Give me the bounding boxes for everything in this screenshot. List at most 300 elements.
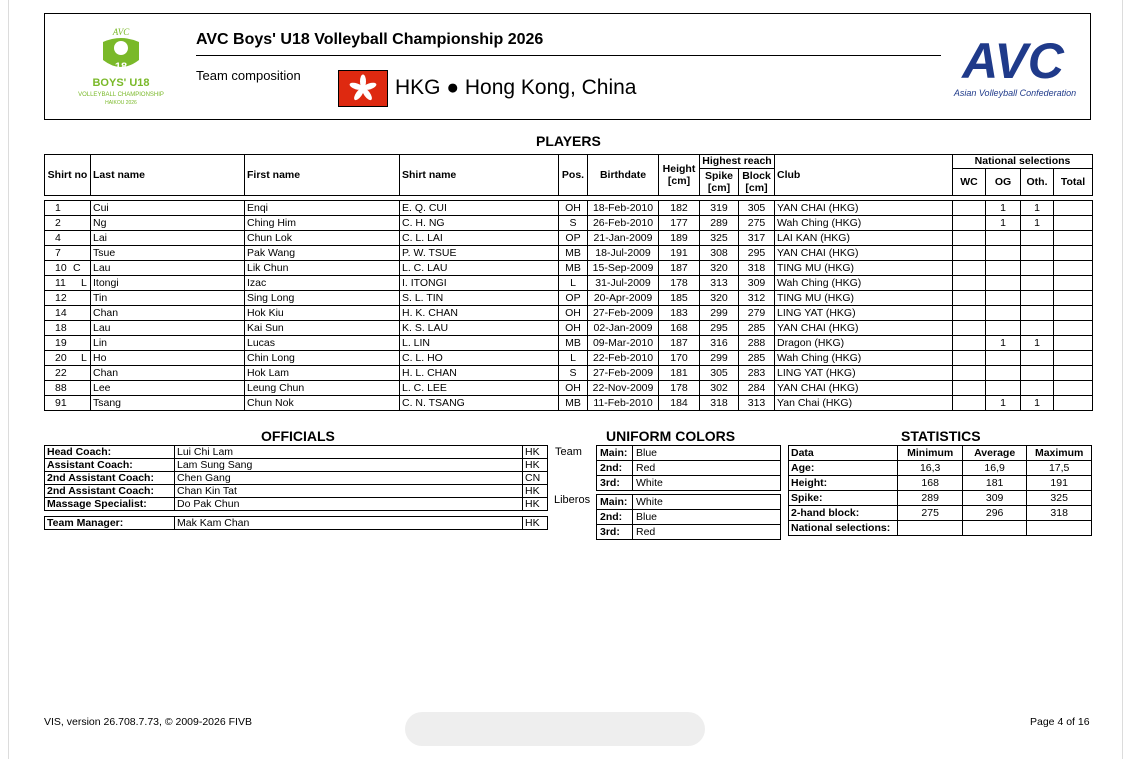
player-shirt: K. S. LAU [400,321,559,336]
player-og [986,231,1021,246]
team-uniform-label: Team [555,446,582,458]
player-shirt: H. L. CHAN [400,366,559,381]
stats-max: 17,5 [1027,461,1092,476]
player-height: 191 [659,246,700,261]
document-subtitle: Team composition [196,68,301,83]
stats-min: 16,3 [898,461,963,476]
player-height: 178 [659,276,700,291]
player-block: 313 [739,396,775,411]
statistics-row [789,491,1092,506]
player-birth: 09-Mar-2010 [588,336,659,351]
team-uniform-row [597,461,781,476]
official-nationality: HK [523,446,548,459]
player-first: Izac [245,276,400,291]
player-oth: 1 [1021,201,1054,216]
player-club: YAN CHAI (HKG) [775,201,953,216]
player-first: Pak Wang [245,246,400,261]
player-first: Hok Lam [245,366,400,381]
player-spike: 318 [700,396,739,411]
player-last: Tsue [91,246,245,261]
shirt-number: 11 [55,276,66,289]
player-shirt: L. C. LEE [400,381,559,396]
player-oth [1021,291,1054,306]
player-spike: 302 [700,381,739,396]
header-total: Total [1054,169,1093,196]
header-spike: Spike [cm] [700,169,739,196]
header-shirt-name: Shirt name [400,155,559,196]
official-role: Massage Specialist: [45,498,175,511]
stats-max: 325 [1027,491,1092,506]
player-block: 305 [739,201,775,216]
officials-table [44,445,548,530]
player-og [986,351,1021,366]
stats-k: 2-hand block: [789,506,898,521]
stats-k: National selections: [789,521,898,536]
statistics-header-row [789,446,1092,461]
player-og: 1 [986,216,1021,231]
header-block: Block [cm] [739,169,775,196]
player-first: Ching Him [245,216,400,231]
players-table [44,154,1093,411]
player-height: 182 [659,201,700,216]
shirt-number: 91 [55,396,67,409]
player-birth: 02-Jan-2009 [588,321,659,336]
player-wc [953,381,986,396]
shirt-number: 4 [55,231,61,244]
header-highest-reach: Highest reach [700,155,775,169]
player-oth [1021,231,1054,246]
player-club: YAN CHAI (HKG) [775,246,953,261]
official-row [45,498,548,511]
player-spike: 289 [700,216,739,231]
player-club: TING MU (HKG) [775,291,953,306]
uniform-slot: 3rd: [597,525,633,540]
player-total [1054,216,1093,231]
player-shirt: E. Q. CUI [400,201,559,216]
player-club: LING YAT (HKG) [775,306,953,321]
player-total [1054,381,1093,396]
stats-avg: 181 [962,476,1026,491]
player-shirt: C. N. TSANG [400,396,559,411]
player-row [45,231,1093,246]
svg-text:VOLLEYBALL CHAMPIONSHIP: VOLLEYBALL CHAMPIONSHIP [78,92,164,98]
libero-uniform-row [597,495,781,510]
stats-min: 289 [898,491,963,506]
player-last: Lai [91,231,245,246]
player-row [45,216,1093,231]
player-wc [953,351,986,366]
player-birth: 31-Jul-2009 [588,276,659,291]
player-first: Chun Nok [245,396,400,411]
player-total [1054,231,1093,246]
uniform-slot: 2nd: [597,461,633,476]
player-spike: 308 [700,246,739,261]
player-height: 170 [659,351,700,366]
shirt-number: 14 [55,306,67,319]
statistics-table [788,445,1092,536]
player-wc [953,396,986,411]
player-total [1054,351,1093,366]
player-club: Dragon (HKG) [775,336,953,351]
player-oth: 1 [1021,396,1054,411]
player-last: Chan [91,366,245,381]
libero-uniform-label: Liberos [554,494,591,506]
uniform-color: White [633,495,781,510]
official-row-manager [45,517,548,530]
player-block: 309 [739,276,775,291]
official-role: 2nd Assistant Coach: [45,472,175,485]
header-shirt-no: Shirt no [45,155,91,196]
player-wc [953,261,986,276]
player-block: 275 [739,216,775,231]
player-last: Tsang [91,396,245,411]
shirt-number: 10 [55,261,67,274]
player-height: 185 [659,291,700,306]
player-block: 317 [739,231,775,246]
footer-page-number: Page 4 of 16 [1030,716,1090,728]
player-og [986,366,1021,381]
statistics-row [789,506,1092,521]
player-total [1054,291,1093,306]
player-spike: 299 [700,306,739,321]
stats-min: 168 [898,476,963,491]
player-last: Lau [91,261,245,276]
player-height: 181 [659,366,700,381]
player-oth [1021,351,1054,366]
player-birth: 18-Jul-2009 [588,246,659,261]
player-block: 279 [739,306,775,321]
player-oth [1021,306,1054,321]
stats-header-maximum: Maximum [1027,446,1092,461]
player-pos: MB [559,336,588,351]
player-birth: 22-Nov-2009 [588,381,659,396]
player-og [986,306,1021,321]
player-shirt-no [45,261,91,276]
svg-text:Asian Volleyball Confederation: Asian Volleyball Confederation [953,88,1077,98]
uniform-slot: 2nd: [597,510,633,525]
player-shirt: C. H. NG [400,216,559,231]
player-first: Kai Sun [245,321,400,336]
player-pos: S [559,366,588,381]
official-name: Chan Kin Tat [175,485,523,498]
header-oth: Oth. [1021,169,1054,196]
player-last: Chan [91,306,245,321]
player-shirt-no [45,306,91,321]
player-block: 312 [739,291,775,306]
player-shirt: C. L. HO [400,351,559,366]
hong-kong-flag-icon [338,70,388,107]
player-block: 284 [739,381,775,396]
player-block: 318 [739,261,775,276]
svg-text:AVC: AVC [962,34,1064,89]
official-nationality: HK [523,498,548,511]
player-total [1054,246,1093,261]
stats-avg: 296 [962,506,1026,521]
header-first-name: First name [245,155,400,196]
player-shirt: L. LIN [400,336,559,351]
player-height: 189 [659,231,700,246]
shirt-number: 7 [55,246,61,259]
player-oth [1021,276,1054,291]
header-position: Pos. [559,155,588,196]
player-row [45,291,1093,306]
player-shirt: H. K. CHAN [400,306,559,321]
official-name: Chen Gang [175,472,523,485]
stats-min: 275 [898,506,963,521]
player-pos: OH [559,306,588,321]
player-club: Wah Ching (HKG) [775,351,953,366]
uniform-slot: Main: [597,495,633,510]
player-birth: 21-Jan-2009 [588,231,659,246]
stats-k: Age: [789,461,898,476]
player-wc [953,291,986,306]
header-club: Club [775,155,953,196]
player-club: Wah Ching (HKG) [775,216,953,231]
player-wc [953,366,986,381]
player-birth: 11-Feb-2010 [588,396,659,411]
player-og: 1 [986,336,1021,351]
svg-text:AVC: AVC [112,27,130,37]
uniform-color: Blue [633,446,781,461]
uniform-color: Blue [633,510,781,525]
player-spike: 316 [700,336,739,351]
player-pos: OH [559,201,588,216]
player-spike: 320 [700,291,739,306]
official-nationality: HK [523,517,548,530]
uniform-color: Red [633,525,781,540]
player-spike: 299 [700,351,739,366]
official-row [45,485,548,498]
player-last: Cui [91,201,245,216]
player-pos: OH [559,381,588,396]
shirt-number: 18 [55,321,67,334]
player-pos: MB [559,396,588,411]
footer-version: VIS, version 26.708.7.73, © 2009-2026 FIVB [44,716,252,728]
shirt-number: 1 [55,201,61,214]
player-shirt: P. W. TSUE [400,246,559,261]
uniform-slot: 3rd: [597,476,633,491]
player-shirt-no [45,216,91,231]
stats-header-minimum: Minimum [898,446,963,461]
player-row [45,321,1093,336]
player-height: 178 [659,381,700,396]
player-oth: 1 [1021,336,1054,351]
player-last: Lin [91,336,245,351]
player-oth [1021,366,1054,381]
player-pos: OP [559,231,588,246]
player-birth: 22-Feb-2010 [588,351,659,366]
player-pos: OP [559,291,588,306]
statistics-row [789,476,1092,491]
player-wc [953,216,986,231]
player-wc [953,336,986,351]
player-height: 177 [659,216,700,231]
stats-max: 191 [1027,476,1092,491]
player-first: Chin Long [245,351,400,366]
player-row [45,201,1093,216]
player-height: 187 [659,261,700,276]
player-shirt-no [45,381,91,396]
official-nationality: HK [523,459,548,472]
player-spike: 325 [700,231,739,246]
player-club: Wah Ching (HKG) [775,276,953,291]
player-pos: OH [559,321,588,336]
stats-avg: 16,9 [962,461,1026,476]
player-wc [953,276,986,291]
shirt-number: 20 [55,351,67,364]
player-row [45,276,1093,291]
player-club: YAN CHAI (HKG) [775,321,953,336]
player-row [45,351,1093,366]
official-role: Head Coach: [45,446,175,459]
player-height: 183 [659,306,700,321]
player-row [45,336,1093,351]
player-total [1054,366,1093,381]
player-pos: L [559,276,588,291]
avc-logo [945,34,1085,102]
officials-section-title: OFFICIALS [261,428,335,444]
player-total [1054,261,1093,276]
official-name: Lui Chi Lam [175,446,523,459]
player-total [1054,276,1093,291]
stats-k: Height: [789,476,898,491]
player-row [45,246,1093,261]
official-name: Do Pak Chun [175,498,523,511]
player-pos: S [559,216,588,231]
official-nationality: HK [523,485,548,498]
player-wc [953,201,986,216]
player-oth [1021,261,1054,276]
svg-text:BOYS' U18: BOYS' U18 [92,77,150,89]
player-block: 283 [739,366,775,381]
libero-uniform-table [596,494,781,540]
player-og [986,381,1021,396]
stats-min [898,521,963,536]
player-first: Hok Kiu [245,306,400,321]
player-total [1054,396,1093,411]
player-wc [953,231,986,246]
players-header-row [45,155,1093,169]
shirt-number: 22 [55,366,67,379]
player-oth: 1 [1021,216,1054,231]
player-role-flag: L [81,351,87,364]
player-spike: 319 [700,201,739,216]
player-first: Enqi [245,201,400,216]
player-club: LING YAT (HKG) [775,366,953,381]
official-nationality: CN [523,472,548,485]
player-last: Itongi [91,276,245,291]
statistics-section-title: STATISTICS [901,428,981,444]
stats-header-average: Average [962,446,1026,461]
official-row [45,472,548,485]
player-last: Lee [91,381,245,396]
player-shirt-no [45,231,91,246]
official-row [45,446,548,459]
player-total [1054,336,1093,351]
player-wc [953,306,986,321]
player-row [45,306,1093,321]
team-uniform-row [597,476,781,491]
player-birth: 20-Apr-2009 [588,291,659,306]
uniform-color: Red [633,461,781,476]
player-shirt: L. C. LAU [400,261,559,276]
svg-text:18: 18 [114,61,128,73]
shirt-number: 2 [55,216,61,229]
player-shirt-no [45,246,91,261]
player-height: 168 [659,321,700,336]
player-role-flag: L [81,276,87,289]
player-birth: 18-Feb-2010 [588,201,659,216]
player-shirt: S. L. TIN [400,291,559,306]
player-first: Leung Chun [245,381,400,396]
team-uniform-row [597,446,781,461]
official-row [45,459,548,472]
player-oth [1021,321,1054,336]
player-role-flag: C [73,261,81,274]
title-rule [196,55,941,56]
team-uniform-table [596,445,781,491]
header-og: OG [986,169,1021,196]
player-block: 295 [739,246,775,261]
libero-uniform-row [597,525,781,540]
player-club: YAN CHAI (HKG) [775,381,953,396]
player-row [45,366,1093,381]
player-wc [953,246,986,261]
player-first: Sing Long [245,291,400,306]
stats-avg [962,521,1026,536]
official-name: Mak Kam Chan [175,517,523,530]
player-last: Ng [91,216,245,231]
player-row [45,381,1093,396]
player-last: Ho [91,351,245,366]
player-block: 285 [739,321,775,336]
report-header [44,13,1091,120]
svg-text:HAIKOU 2026: HAIKOU 2026 [105,100,137,106]
player-spike: 313 [700,276,739,291]
player-shirt-no [45,291,91,306]
player-shirt-no [45,276,91,291]
event-title: AVC Boys' U18 Volleyball Championship 2026 [196,31,544,48]
header-wc: WC [953,169,986,196]
header-height: Height [cm] [659,155,700,196]
player-birth: 27-Feb-2009 [588,306,659,321]
player-spike: 295 [700,321,739,336]
player-shirt-no [45,396,91,411]
player-spike: 320 [700,261,739,276]
uniform-color: White [633,476,781,491]
official-role: 2nd Assistant Coach: [45,485,175,498]
player-height: 187 [659,336,700,351]
watermark-overlay [405,712,705,746]
player-total [1054,201,1093,216]
player-height: 184 [659,396,700,411]
header-last-name: Last name [91,155,245,196]
stats-avg: 309 [962,491,1026,506]
player-pos: MB [559,261,588,276]
player-shirt-no [45,351,91,366]
player-shirt: I. ITONGI [400,276,559,291]
official-name: Lam Sung Sang [175,459,523,472]
player-og [986,321,1021,336]
u18-championship-logo [65,26,177,111]
shirt-number: 88 [55,381,67,394]
player-shirt-no [45,366,91,381]
player-og: 1 [986,201,1021,216]
player-og [986,246,1021,261]
player-og [986,261,1021,276]
statistics-row [789,521,1092,536]
player-shirt: C. L. LAI [400,231,559,246]
